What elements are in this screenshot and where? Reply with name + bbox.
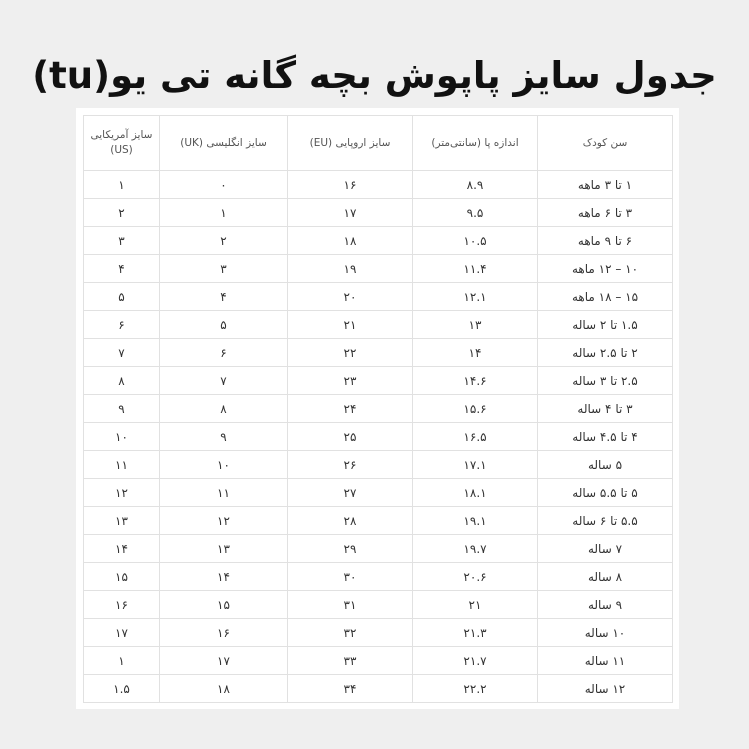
cell-foot-length: ۱۸.۱ (413, 479, 538, 507)
table-row (84, 451, 673, 479)
cell-foot-length: ۹.۵ (413, 199, 538, 227)
cell-uk-size: ۷ (160, 367, 288, 395)
cell-us-size: ۹ (84, 395, 160, 423)
cell-us-size: ۱۰ (84, 423, 160, 451)
table-row (84, 675, 673, 703)
cell-eu-size: ۲۹ (288, 535, 413, 563)
cell-age: ۳ تا ۴ ساله (538, 395, 673, 423)
cell-us-size: ۴ (84, 255, 160, 283)
table-row (84, 227, 673, 255)
header-eu-size: سایز اروپایی (EU) (288, 116, 413, 171)
cell-us-size: ۷ (84, 339, 160, 367)
header-foot-length: اندازه پا (سانتی‌متر) (413, 116, 538, 171)
table-row (84, 423, 673, 451)
cell-foot-length: ۱۹.۱ (413, 507, 538, 535)
cell-foot-length: ۱۹.۷ (413, 535, 538, 563)
table-row (84, 311, 673, 339)
cell-eu-size: ۲۳ (288, 367, 413, 395)
cell-uk-size: ۱۶ (160, 619, 288, 647)
cell-us-size: ۱ (84, 647, 160, 675)
cell-eu-size: ۳۰ (288, 563, 413, 591)
cell-uk-size: ۳ (160, 255, 288, 283)
table-body (84, 171, 673, 703)
table-row (84, 507, 673, 535)
cell-age: ۱ تا ۳ ماهه (538, 171, 673, 199)
cell-foot-length: ۱۶.۵ (413, 423, 538, 451)
cell-us-size: ۱۶ (84, 591, 160, 619)
cell-us-size: ۱۷ (84, 619, 160, 647)
cell-eu-size: ۲۶ (288, 451, 413, 479)
table-header-row (84, 116, 673, 171)
cell-us-size: ۸ (84, 367, 160, 395)
cell-us-size: ۶ (84, 311, 160, 339)
cell-us-size: ۱ (84, 171, 160, 199)
cell-age: ۴ تا ۴.۵ ساله (538, 423, 673, 451)
cell-uk-size: ۱۲ (160, 507, 288, 535)
cell-eu-size: ۲۵ (288, 423, 413, 451)
cell-eu-size: ۲۱ (288, 311, 413, 339)
table-row (84, 479, 673, 507)
header-us-size: سایز آمریکایی (US) (84, 116, 160, 171)
header-uk-size: سایز انگلیسی (UK) (160, 116, 288, 171)
table-row (84, 367, 673, 395)
cell-eu-size: ۲۴ (288, 395, 413, 423)
table-row (84, 395, 673, 423)
cell-uk-size: ۱۰ (160, 451, 288, 479)
cell-foot-length: ۸.۹ (413, 171, 538, 199)
cell-foot-length: ۱۷.۱ (413, 451, 538, 479)
cell-uk-size: ۱ (160, 199, 288, 227)
cell-us-size: ۱.۵ (84, 675, 160, 703)
cell-age: ۱۱ ساله (538, 647, 673, 675)
cell-eu-size: ۲۲ (288, 339, 413, 367)
table-row (84, 283, 673, 311)
size-chart-card (76, 108, 679, 709)
cell-age: ۵ تا ۵.۵ ساله (538, 479, 673, 507)
cell-eu-size: ۲۰ (288, 283, 413, 311)
cell-age: ۵ ساله (538, 451, 673, 479)
table-row (84, 171, 673, 199)
cell-eu-size: ۱۶ (288, 171, 413, 199)
cell-foot-length: ۱۴ (413, 339, 538, 367)
cell-us-size: ۳ (84, 227, 160, 255)
cell-eu-size: ۱۷ (288, 199, 413, 227)
cell-uk-size: ۴ (160, 283, 288, 311)
cell-uk-size: ۲ (160, 227, 288, 255)
table-row (84, 199, 673, 227)
table-row (84, 563, 673, 591)
cell-eu-size: ۱۸ (288, 227, 413, 255)
cell-age: ۹ ساله (538, 591, 673, 619)
cell-uk-size: ۶ (160, 339, 288, 367)
page-title: جدول سایز پاپوش بچه گانه تی یو(tu) (32, 54, 717, 97)
cell-age: ۵.۵ تا ۶ ساله (538, 507, 673, 535)
table-row (84, 647, 673, 675)
cell-eu-size: ۲۸ (288, 507, 413, 535)
cell-age: ۱.۵ تا ۲ ساله (538, 311, 673, 339)
cell-foot-length: ۱۳ (413, 311, 538, 339)
cell-uk-size: ۵ (160, 311, 288, 339)
table-row (84, 619, 673, 647)
cell-foot-length: ۱۲.۱ (413, 283, 538, 311)
cell-foot-length: ۲۱ (413, 591, 538, 619)
cell-foot-length: ۱۱.۴ (413, 255, 538, 283)
cell-age: ۷ ساله (538, 535, 673, 563)
cell-eu-size: ۱۹ (288, 255, 413, 283)
header-age: سن کودک (538, 116, 673, 171)
table-row (84, 255, 673, 283)
cell-uk-size: ۸ (160, 395, 288, 423)
cell-uk-size: ۱۳ (160, 535, 288, 563)
cell-eu-size: ۳۲ (288, 619, 413, 647)
cell-us-size: ۱۵ (84, 563, 160, 591)
size-chart-table (83, 115, 673, 703)
cell-us-size: ۱۲ (84, 479, 160, 507)
cell-us-size: ۲ (84, 199, 160, 227)
cell-age: ۱۲ ساله (538, 675, 673, 703)
cell-eu-size: ۳۴ (288, 675, 413, 703)
cell-uk-size: ۰ (160, 171, 288, 199)
cell-us-size: ۱۴ (84, 535, 160, 563)
cell-foot-length: ۱۵.۶ (413, 395, 538, 423)
cell-age: ۱۰ ساله (538, 619, 673, 647)
cell-uk-size: ۱۱ (160, 479, 288, 507)
cell-uk-size: ۱۴ (160, 563, 288, 591)
cell-uk-size: ۱۸ (160, 675, 288, 703)
cell-foot-length: ۲۱.۷ (413, 647, 538, 675)
cell-uk-size: ۱۷ (160, 647, 288, 675)
table-row (84, 339, 673, 367)
cell-uk-size: ۹ (160, 423, 288, 451)
cell-age: ۲ تا ۲.۵ ساله (538, 339, 673, 367)
cell-age: ۱۰ – ۱۲ ماهه (538, 255, 673, 283)
cell-foot-length: ۱۴.۶ (413, 367, 538, 395)
cell-uk-size: ۱۵ (160, 591, 288, 619)
cell-foot-length: ۲۲.۲ (413, 675, 538, 703)
cell-eu-size: ۳۱ (288, 591, 413, 619)
cell-age: ۸ ساله (538, 563, 673, 591)
cell-age: ۶ تا ۹ ماهه (538, 227, 673, 255)
cell-age: ۲.۵ تا ۳ ساله (538, 367, 673, 395)
cell-foot-length: ۱۰.۵ (413, 227, 538, 255)
cell-eu-size: ۲۷ (288, 479, 413, 507)
table-row (84, 535, 673, 563)
table-row (84, 591, 673, 619)
cell-us-size: ۱۱ (84, 451, 160, 479)
cell-age: ۳ تا ۶ ماهه (538, 199, 673, 227)
cell-eu-size: ۳۳ (288, 647, 413, 675)
cell-us-size: ۱۳ (84, 507, 160, 535)
cell-foot-length: ۲۰.۶ (413, 563, 538, 591)
cell-us-size: ۵ (84, 283, 160, 311)
cell-foot-length: ۲۱.۳ (413, 619, 538, 647)
cell-age: ۱۵ – ۱۸ ماهه (538, 283, 673, 311)
